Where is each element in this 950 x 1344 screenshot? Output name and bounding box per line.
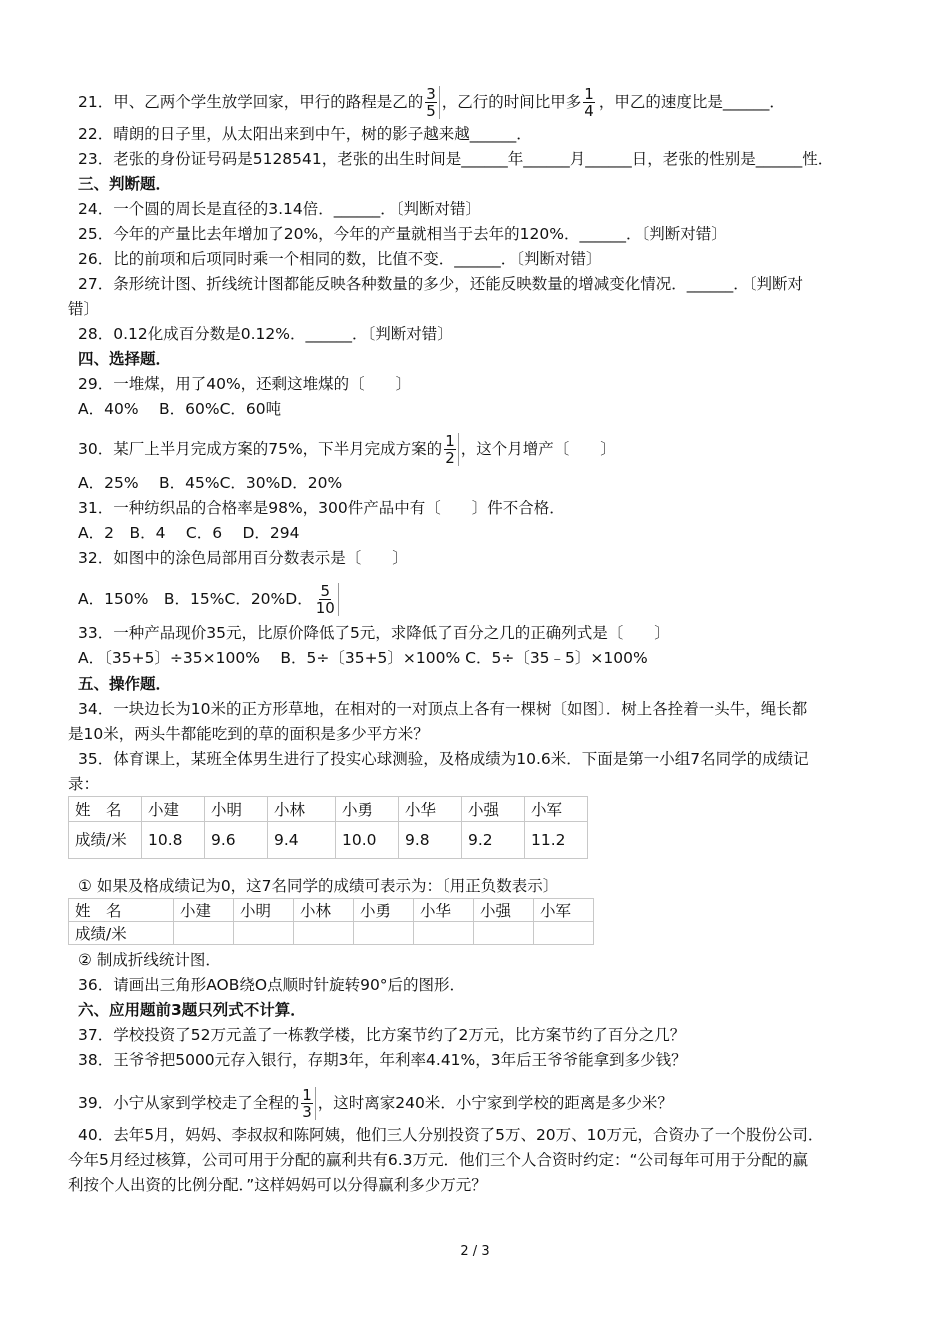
table-cell: 10.8 bbox=[142, 822, 205, 859]
question-40-line2: 今年5月经过核算，公司可用于分配的赢利共有6.3万元．他们三个人合资时约定：“公司每年可用于分配的赢 bbox=[68, 1151, 809, 1169]
table-header-cell: 小华 bbox=[399, 797, 462, 822]
section-5-heading: 五、操作题． bbox=[78, 675, 172, 693]
table-header-cell: 姓 名 bbox=[69, 899, 174, 922]
question-24: 24．一个圆的周长是直径的3.14倍．______．〔判断对错〕 bbox=[78, 200, 481, 218]
table-row-label: 成绩/米 bbox=[69, 922, 174, 945]
question-34-line1: 34．一块边长为10米的正方形草地，在相对的一对顶点上各有一棵树〔如图〕．树上各拴着一头牛，绳长都 bbox=[78, 700, 808, 718]
table-cell: 10.0 bbox=[336, 822, 399, 859]
table-cell-blank[interactable] bbox=[294, 922, 354, 945]
question-33: 33．一种产品现价35元，比原价降低了5元，求降低了百分之几的正确列式是〔 〕 bbox=[78, 624, 670, 642]
table-cell: 9.6 bbox=[205, 822, 268, 859]
question-25: 25．今年的产量比去年增加了20%，今年的产量就相当于去年的120%．______．〔判断对错〕 bbox=[78, 225, 727, 243]
table-header-cell: 姓 名 bbox=[69, 797, 142, 822]
table-header-cell: 小勇 bbox=[336, 797, 399, 822]
section-3-heading: 三、判断题． bbox=[78, 175, 172, 193]
q21-text-mid: ，乙行的时间比甲多 bbox=[441, 93, 582, 111]
fraction-1-4: $\frac{1}{4}$ bbox=[584, 85, 594, 120]
question-39 bbox=[78, 1087, 673, 1120]
q32-options-text: A．150% B．15%C．20%D． bbox=[78, 590, 313, 608]
fraction-1-2: $\frac{1}{2}$ bbox=[444, 433, 459, 466]
table-cell-blank[interactable] bbox=[474, 922, 534, 945]
table-header-cell: 小林 bbox=[268, 797, 336, 822]
table-cell-blank[interactable] bbox=[534, 922, 594, 945]
question-34-line2: 是10米，两头牛都能吃到的草的面积是多少平方米？ bbox=[68, 725, 429, 743]
q39-text-pre: 39．小宁从家到学校走了全程的 bbox=[78, 1094, 300, 1112]
question-28: 28．0.12化成百分数是0.12%．______．〔判断对错〕 bbox=[78, 325, 453, 343]
table-header-cell: 小勇 bbox=[354, 899, 414, 922]
table-header-cell: 小明 bbox=[234, 899, 294, 922]
table-header-cell: 小林 bbox=[294, 899, 354, 922]
question-33-options: A．〔35+5〕÷35×100% B．5÷〔35+5〕×100% C．5÷〔35﹣5〕×100% bbox=[78, 649, 648, 667]
question-26: 26．比的前项和后项同时乘一个相同的数，比值不变．______．〔判断对错〕 bbox=[78, 250, 602, 268]
table-cell-blank[interactable] bbox=[234, 922, 294, 945]
question-30 bbox=[78, 433, 616, 466]
table-header-cell: 小强 bbox=[474, 899, 534, 922]
question-32: 32．如图中的涂色局部用百分数表示是〔 〕 bbox=[78, 549, 408, 567]
scores-table bbox=[68, 796, 588, 859]
fraction-1-3: $\frac{1}{3}$ bbox=[301, 1087, 316, 1120]
table-row bbox=[69, 822, 588, 859]
question-27-line2: 错〕 bbox=[68, 300, 100, 318]
table-header-cell: 小建 bbox=[174, 899, 234, 922]
question-23: 23．老张的身份证号码是5128541，老张的出生时间是______年______月______日，老张的性别是______性． bbox=[78, 150, 834, 168]
q21-text-post: ，甲乙的速度比是______． bbox=[598, 93, 785, 111]
question-22: 22．晴朗的日子里，从太阳出来到中午，树的影子越来越______． bbox=[78, 125, 532, 143]
table-header-cell: 小明 bbox=[205, 797, 268, 822]
question-37: 37．学校投资了52万元盖了一栋教学楼，比方案节约了2万元，比方案节约了百分之几？ bbox=[78, 1026, 686, 1044]
table-header-row bbox=[69, 797, 588, 822]
question-21 bbox=[78, 86, 785, 119]
page-number: 2 / 3 bbox=[460, 1244, 490, 1259]
table-cell-blank[interactable] bbox=[414, 922, 474, 945]
table-row-label: 成绩/米 bbox=[69, 822, 142, 859]
question-29: 29．一堆煤，用了40%，还剩这堆煤的〔 〕 bbox=[78, 375, 412, 393]
q30-text-pre: 30．某厂上半月完成方案的75%，下半月完成方案的 bbox=[78, 440, 443, 458]
question-32-options bbox=[78, 583, 341, 616]
table-header-cell: 小建 bbox=[142, 797, 205, 822]
table-header-cell: 小华 bbox=[414, 899, 474, 922]
table-cell: 9.2 bbox=[462, 822, 525, 859]
table-cell: 11.2 bbox=[525, 822, 588, 859]
question-40-line1: 40．去年5月，妈妈、李叔叔和陈阿姨，他们三人分别投资了5万、20万、10万元，合资办了一个股份公司． bbox=[78, 1126, 824, 1144]
question-31-options: A．2 B．4 C．6 D．294 bbox=[78, 524, 300, 542]
table-header-cell: 小军 bbox=[525, 797, 588, 822]
question-29-options: A．40% B．60%C．60吨 bbox=[78, 400, 282, 418]
fraction-5-10: $\frac{5}{10}$ bbox=[315, 583, 339, 616]
q30-text-post: ，这个月增产〔 〕 bbox=[460, 440, 616, 458]
table-row bbox=[69, 922, 594, 945]
question-36: 36．请画出三角形AOB绕O点顺时针旋转90°后的图形． bbox=[78, 976, 466, 994]
table-header-row bbox=[69, 899, 594, 922]
q39-text-post: ，这时离家240米．小宁家到学校的距离是多少米？ bbox=[317, 1094, 673, 1112]
fraction-3-5: $\frac{3}{5}$ bbox=[425, 86, 440, 119]
q21-text-pre: 21．甲、乙两个学生放学回家，甲行的路程是乙的 bbox=[78, 93, 424, 111]
signed-scores-table bbox=[68, 898, 594, 945]
table-header-cell: 小强 bbox=[462, 797, 525, 822]
question-31: 31．一种纺织品的合格率是98%，300件产品中有〔 〕件不合格． bbox=[78, 499, 565, 517]
table-cell-blank[interactable] bbox=[354, 922, 414, 945]
question-27-line1: 27．条形统计图、折线统计图都能反映各种数量的多少，还能反映数量的增减变化情况．______．〔判断对 bbox=[78, 275, 803, 293]
table-header-cell: 小军 bbox=[534, 899, 594, 922]
question-35-line1: 35．体育课上，某班全体男生进行了投实心球测验，及格成绩为10.6米．下面是第一小组7名同学的成绩记 bbox=[78, 750, 809, 768]
table-cell-blank[interactable] bbox=[174, 922, 234, 945]
table-cell: 9.4 bbox=[268, 822, 336, 859]
question-35-line2: 录： bbox=[68, 775, 100, 793]
section-6-heading: 六、应用题前3题只列式不计算． bbox=[78, 1001, 306, 1019]
section-4-heading: 四、选择题． bbox=[78, 350, 172, 368]
question-40-line3: 利按个人出资的比例分配．”这样妈妈可以分得赢利多少万元？ bbox=[68, 1176, 487, 1194]
question-35-part2: ② 制成折线统计图． bbox=[78, 951, 221, 969]
question-35-part1: ① 如果及格成绩记为0，这7名同学的成绩可表示为：〔用正负数表示〕 bbox=[78, 877, 559, 895]
question-38: 38．王爷爷把5000元存入银行，存期3年，年利率4.41%，3年后王爷爷能拿到多少钱？ bbox=[78, 1051, 687, 1069]
table-cell: 9.8 bbox=[399, 822, 462, 859]
question-30-options: A．25% B．45%C．30%D．20% bbox=[78, 474, 343, 492]
